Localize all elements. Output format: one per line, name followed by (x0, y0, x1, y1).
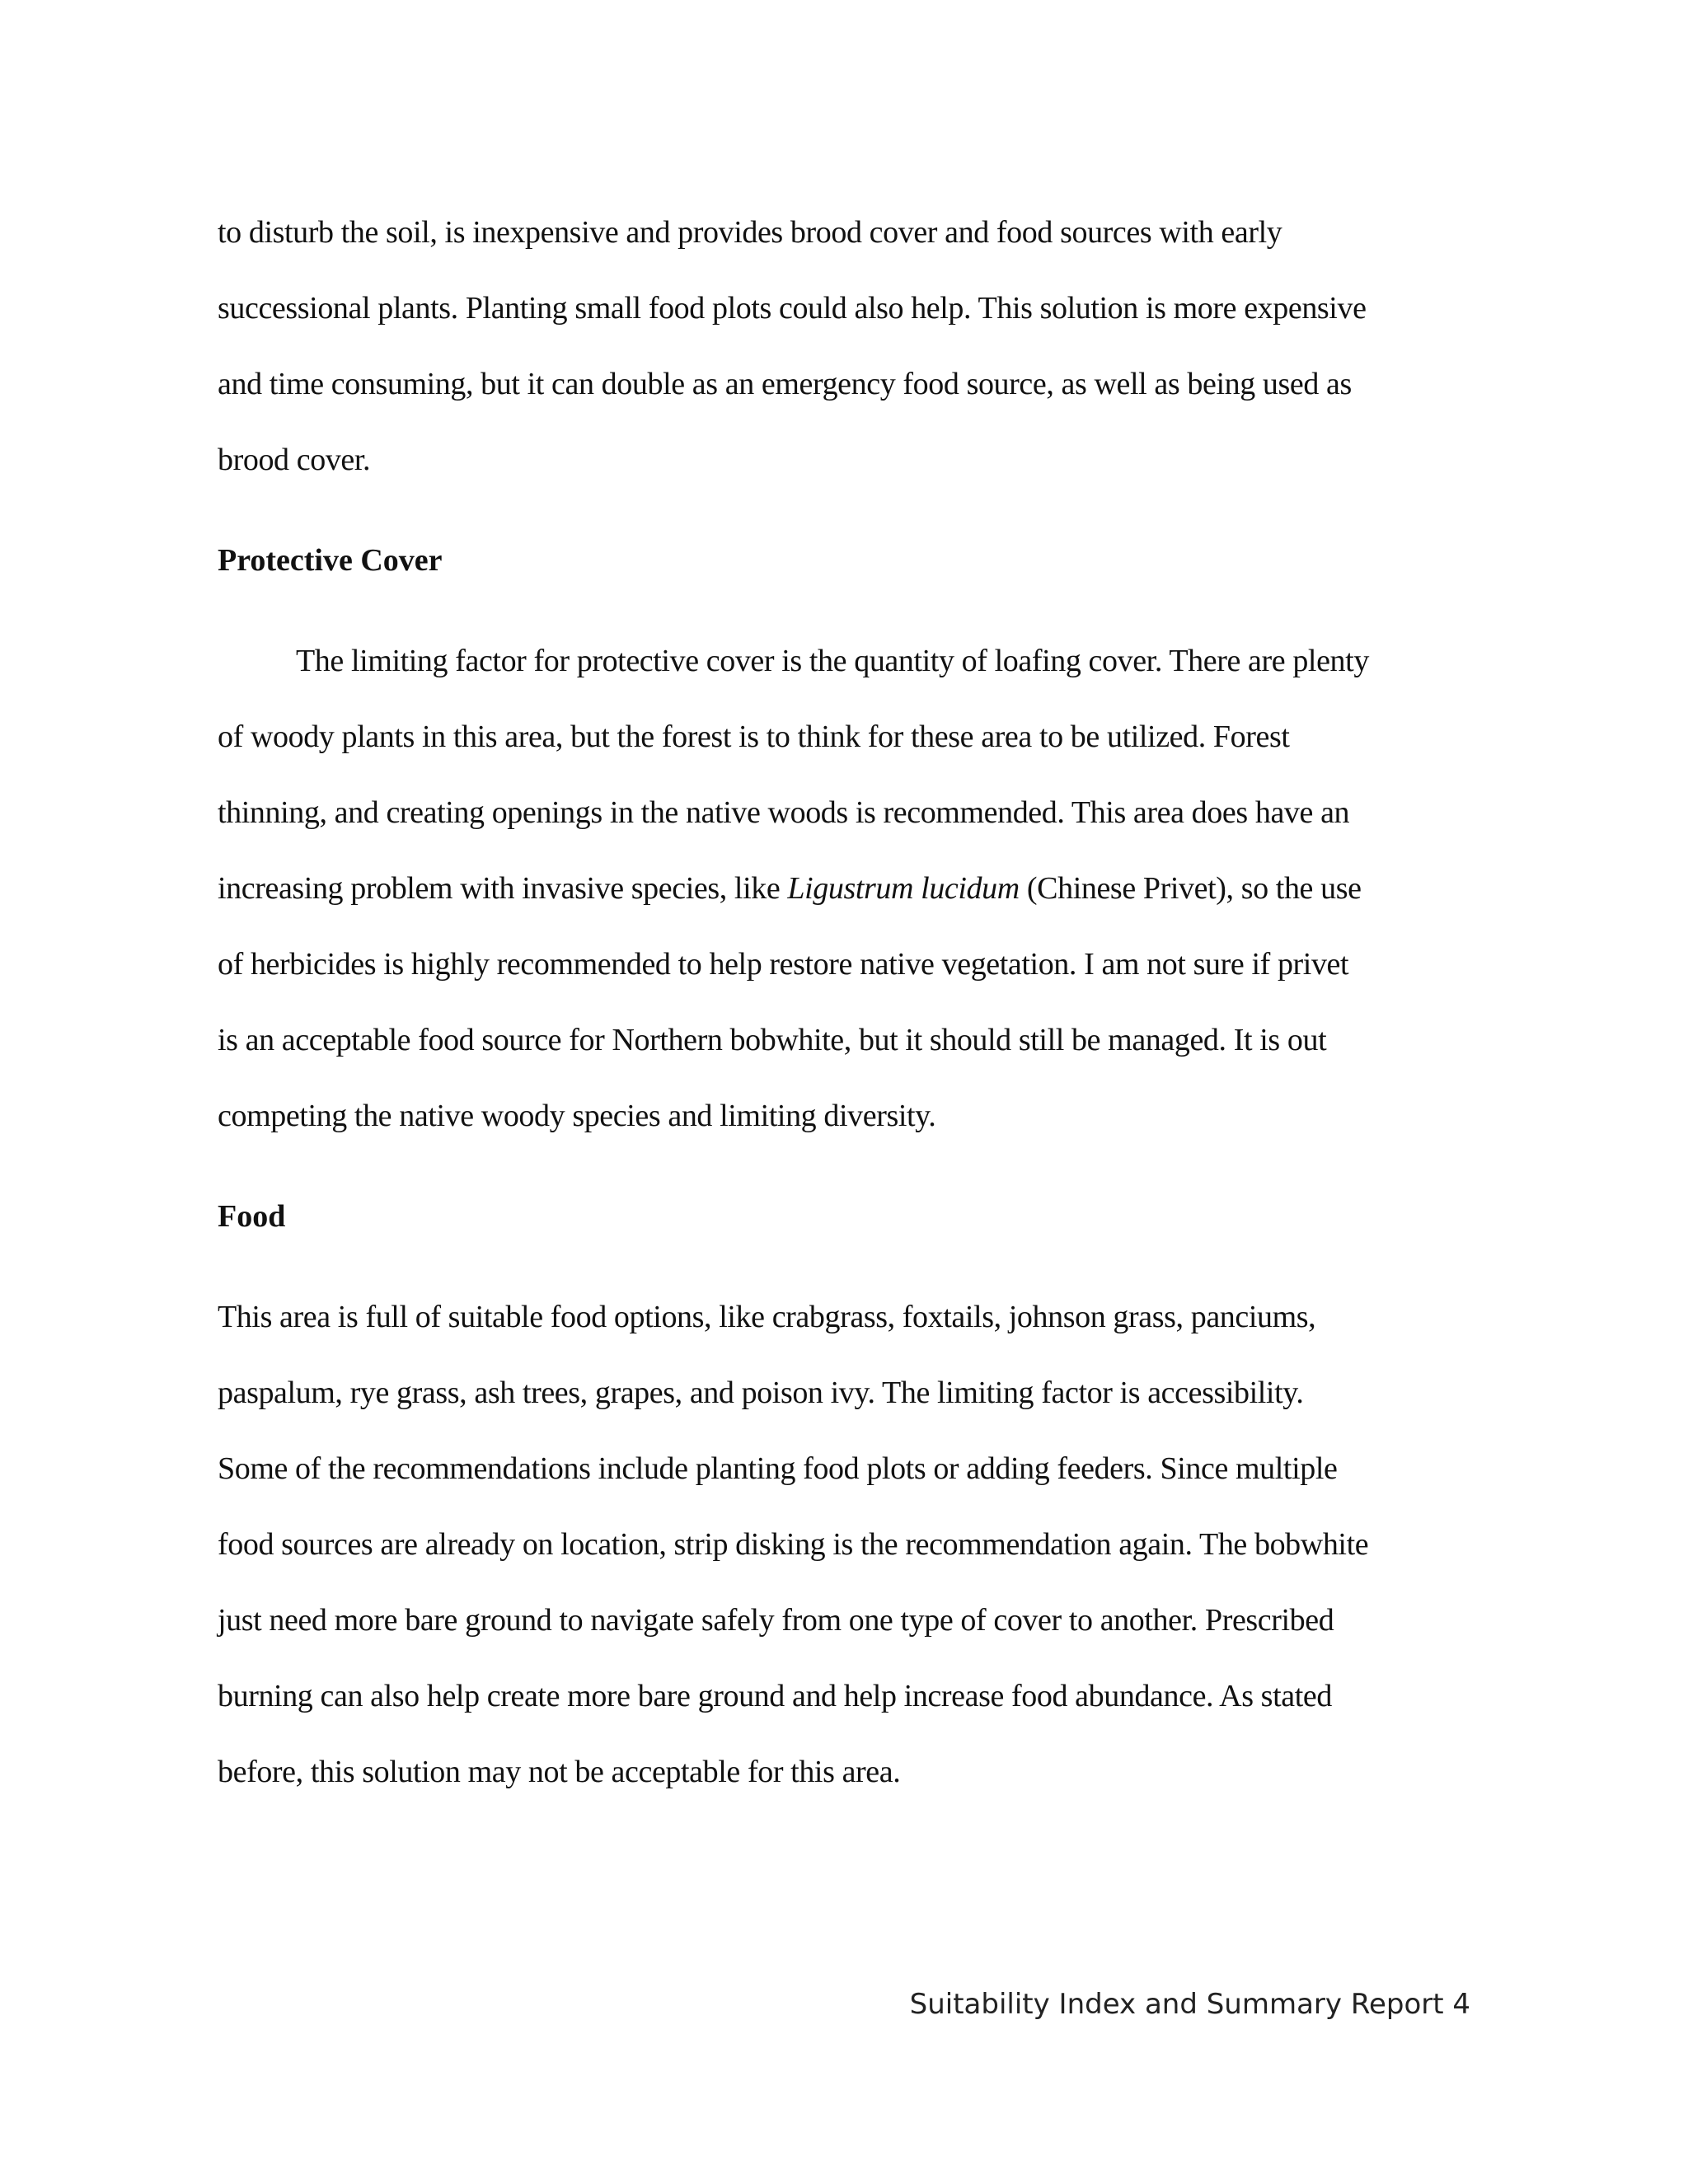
species-name: Ligustrum lucidum (787, 871, 1020, 906)
text-line: just need more bare ground to navigate safely from one type of cover to another. Prescribed (218, 1603, 1334, 1638)
protective-cover-heading: Protective Cover (218, 543, 443, 578)
text-line: before, this solution may not be acceptable for this area. (218, 1755, 901, 1789)
species-line-after: (Chinese Privet), so the use (1019, 871, 1362, 906)
text-line-species (218, 851, 1470, 926)
text-line: The limiting factor for protective cover is the quantity of loafing cover. There are plenty (296, 644, 1369, 678)
text-line: to disturb the soil, is inexpensive and provides brood cover and food sources with early (218, 215, 1282, 250)
text-line: of herbicides is highly recommended to help restore native vegetation. I am not sure if privet (218, 947, 1349, 982)
text-line: burning can also help create more bare ground and help increase food abundance. As stated (218, 1679, 1332, 1713)
text-line: successional plants. Planting small food plots could also help. This solution is more expensive (218, 291, 1367, 326)
text-line: of woody plants in this area, but the forest is to think for these area to be utilized. Forest (218, 719, 1290, 754)
text-line: This area is full of suitable food options, like crabgrass, foxtails, johnson grass, panciums, (218, 1300, 1316, 1334)
food-heading: Food (218, 1199, 286, 1234)
text-line: paspalum, rye grass, ash trees, grapes, and poison ivy. The limiting factor is accessibility. (218, 1376, 1304, 1410)
text-line: is an acceptable food source for Northern bobwhite, but it should still be managed. It is out (218, 1023, 1327, 1057)
species-line-before: increasing problem with invasive species, like (218, 871, 788, 906)
text-line: thinning, and creating openings in the native woods is recommended. This area does have an (218, 795, 1350, 830)
text-line: Some of the recommendations include planting food plots or adding feeders. Since multiple (218, 1451, 1338, 1486)
text-line: brood cover. (218, 443, 371, 477)
running-head-footer: Suitability Index and Summary Report 4 (909, 1988, 1470, 2021)
text-line: and time consuming, but it can double as an emergency food source, as well as being used as (218, 367, 1352, 401)
intro-paragraph (218, 194, 1470, 498)
page-body (218, 194, 1470, 1810)
text-line: competing the native woody species and limiting diversity. (218, 1099, 936, 1133)
protective-cover-paragraph (218, 623, 1470, 1154)
text-line: food sources are already on location, strip disking is the recommendation again. The bobwhite (218, 1527, 1369, 1562)
food-paragraph (218, 1279, 1470, 1810)
